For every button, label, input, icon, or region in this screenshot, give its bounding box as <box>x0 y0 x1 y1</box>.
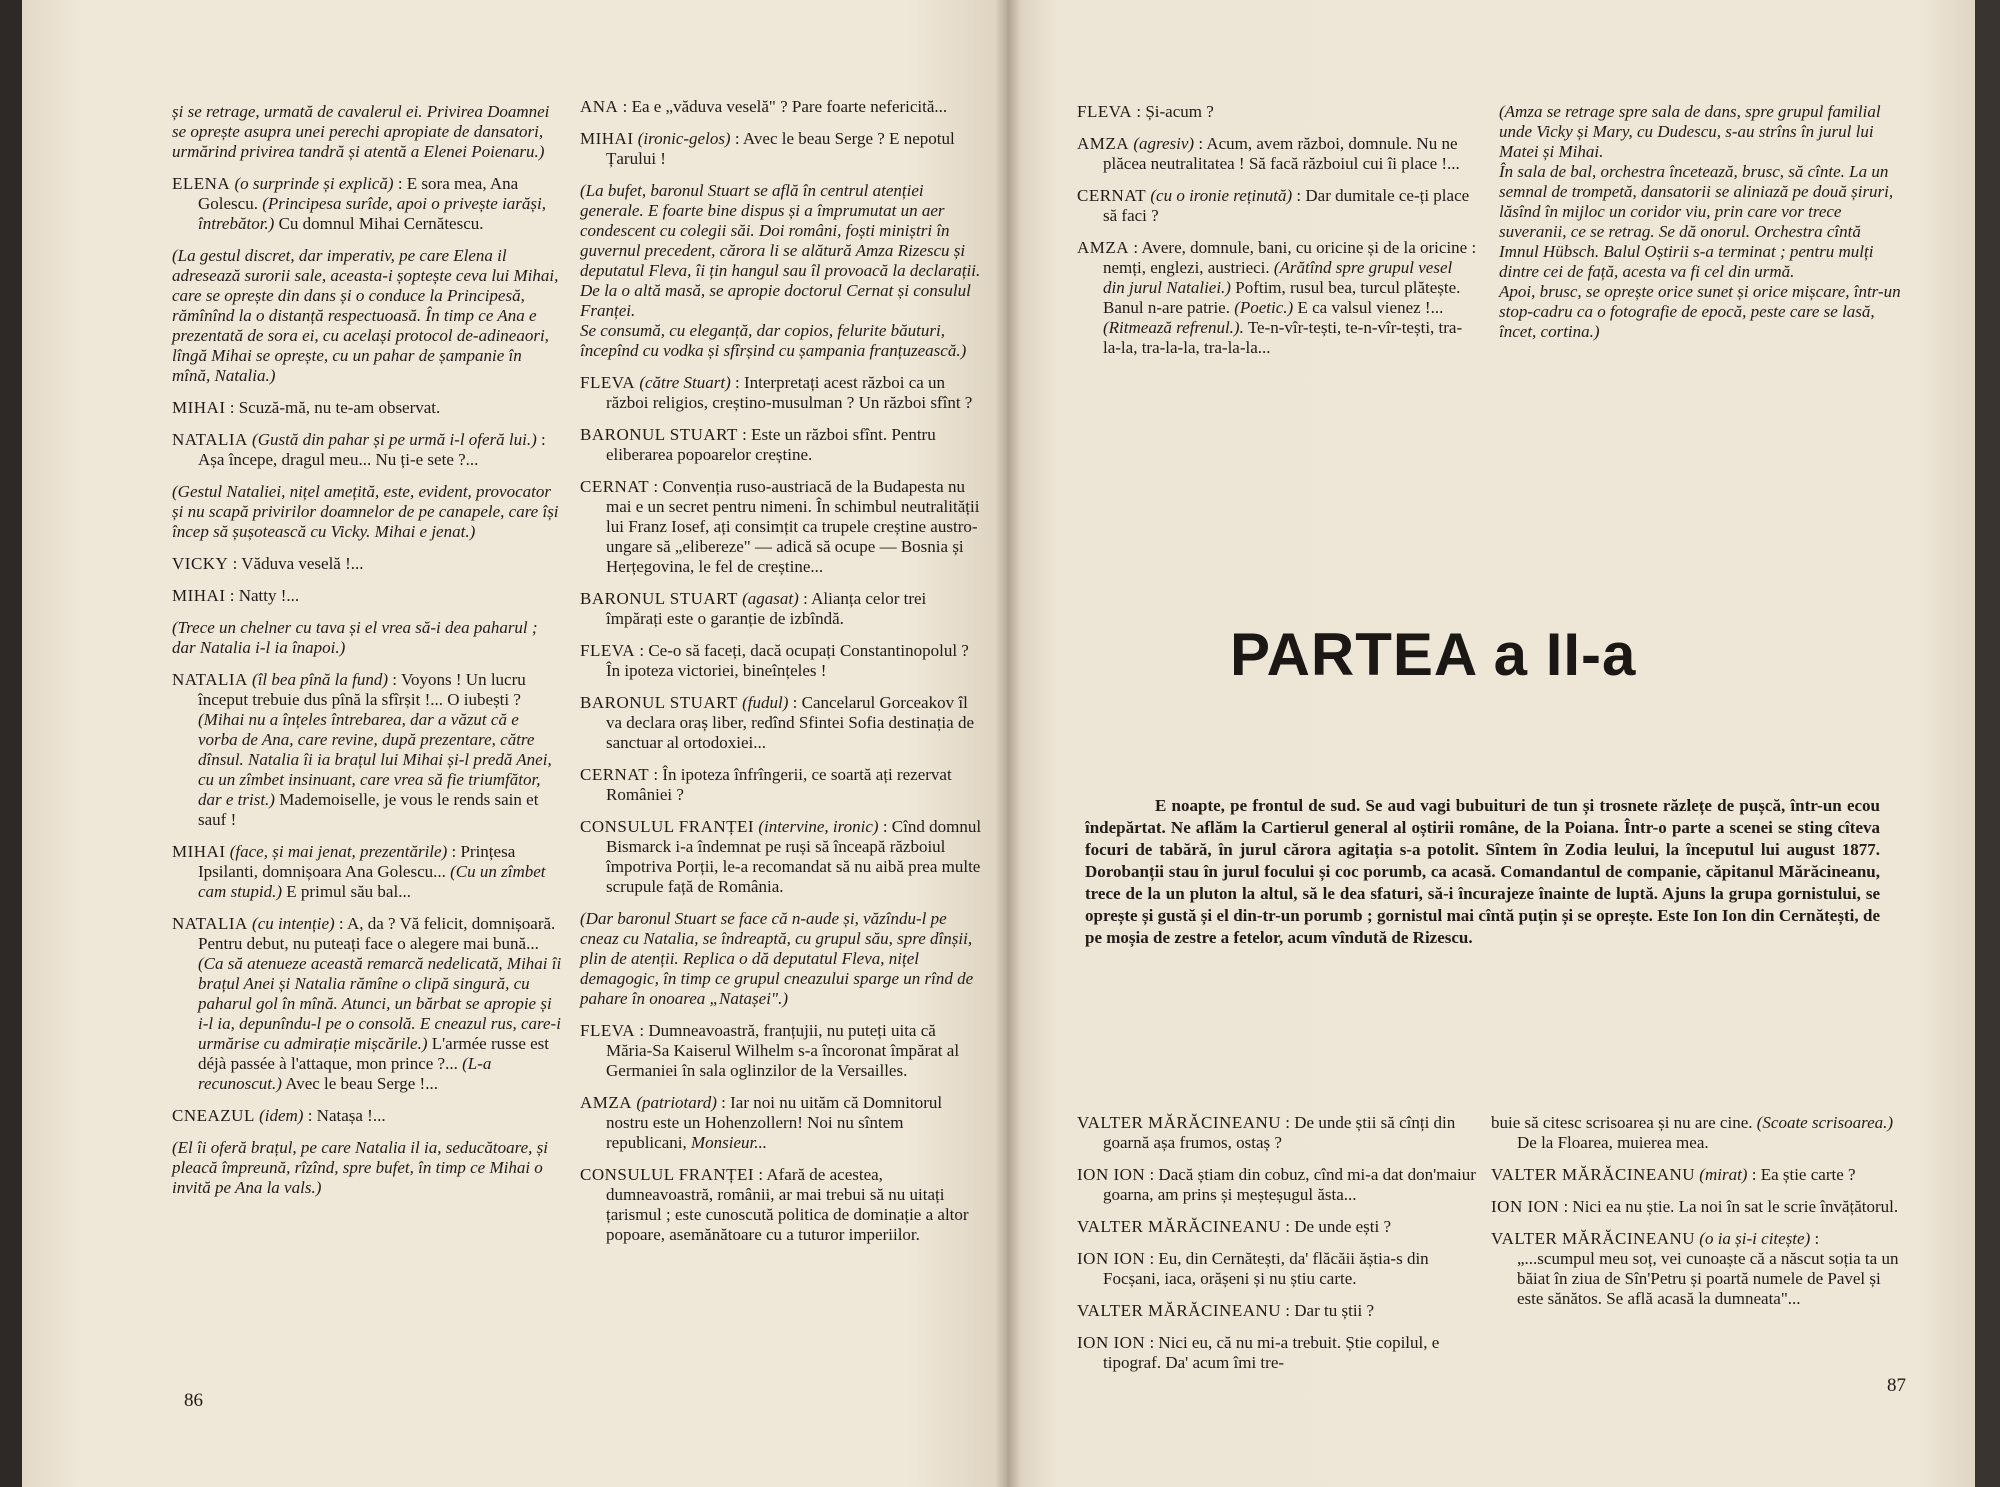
dialogue-line <box>580 373 985 413</box>
speaker-name: MIHAI <box>172 398 226 417</box>
stage-direction-inline: (idem) <box>259 1106 304 1125</box>
dialogue-text: Cu domnul Mihai Cernătescu. <box>278 214 484 233</box>
dialogue-line <box>580 765 985 805</box>
stage-direction: (El îi oferă brațul, pe care Natalia il ia, seducătoare, și pleacă împreună, rîzînd, spre bufet, în timp ce Mihai o invită pe Ana la vals.) <box>172 1138 549 1197</box>
dialogue-line <box>580 1021 985 1081</box>
dialogue-line <box>1077 1113 1477 1153</box>
speaker-name: VALTER MĂRĂCINEANU <box>1491 1229 1696 1248</box>
dialogue-text: : Eu, din Cernătești, da' flăcăii ăștia-s din Focșani, iaca, orășeni și nu știu carte. <box>1103 1249 1429 1288</box>
dialogue-text: : De unde știi să cînți din goarnă așa frumos, ostaș ? <box>1103 1113 1456 1152</box>
dialogue-text: De la Floarea, muierea mea. <box>1517 1133 1709 1152</box>
dialogue-text: : Dumneavoastră, franțujii, nu puteți uita că Măria-Sa Kaiserul Wilhelm s-a încoronat împărat al Germaniei în sala oglinzilor de la Versailles. <box>606 1021 960 1080</box>
dialogue-text: : Dar tu știi ? <box>1285 1301 1375 1320</box>
right-column-2 <box>1499 102 1904 354</box>
stage-direction-inline: (patriotard) <box>636 1093 717 1112</box>
act-intro <box>1085 795 1880 949</box>
dialogue-text: buie să citesc scrisoarea și nu are cine. <box>1491 1113 1753 1132</box>
speaker-name: CERNAT <box>580 765 650 784</box>
dialogue-text: : „...scumpul meu soț, vei cunoaște că a născut soția ta un băiat în ziua de Sîn'Petru și poartă numele de Pavel și este sănătos. Se află acasă la dumneata"... <box>1517 1229 1899 1308</box>
dialogue-line <box>172 842 562 902</box>
page-number-left: 86 <box>184 1390 203 1411</box>
dialogue-text: : Prințesa Ipsilanti, domnișoara Ana Golescu... <box>198 842 516 881</box>
right-column-1 <box>1077 102 1477 370</box>
dialogue-text: : Cînd domnul Bismarck i-a îndemnat pe ruși să înceapă războiul împotriva Porții, le-a recomandat să nu aibă prea multe scrupule față de România. <box>606 817 982 896</box>
stage-direction-inline: (L-a recunoscut.) <box>198 1054 492 1093</box>
part-heading: PARTEA a II-a <box>1230 621 1637 688</box>
dialogue-text: Nu ți-e sete ?... <box>375 450 479 469</box>
stage-direction-inline: (Arătînd spre grupul vesel din jurul Nataliei.) <box>1103 258 1453 297</box>
stage-direction: (Dar baronul Stuart se face că n-aude și, văzîndu-l pe cneaz cu Natalia, se îndreaptă, cu grupul său, spre dînșii, plin de atenții. Replica o dă deputatul Fleva, nițel demagogic, în timp ce grupul cneazului sparge un rînd de pahare în onoarea „Natașei".) <box>580 909 974 1008</box>
stage-direction-inline: (face, și mai jenat, prezentările) <box>229 842 448 861</box>
speaker-name: AMZA <box>580 1093 633 1112</box>
speaker-name: MIHAI <box>172 842 226 861</box>
speaker-name: ION ION <box>1077 1249 1146 1268</box>
speaker-name: MIHAI <box>580 129 634 148</box>
dialogue-text: : Scuză-mă, nu te-am observat. <box>229 398 441 417</box>
speaker-name: ELENA <box>172 174 231 193</box>
right-column-3 <box>1077 1113 1477 1385</box>
speaker-name: VALTER MĂRĂCINEANU <box>1077 1301 1282 1320</box>
stage-direction-inline: (mirat) <box>1699 1165 1748 1184</box>
dialogue-text: Te-n-vîr-tești, te-n-vîr-tești, tra-la-la, tra-la-la, tra-la-la... <box>1103 318 1463 357</box>
dialogue-line <box>1491 1197 1899 1217</box>
dialogue-text: E primul său bal... <box>286 882 411 901</box>
page-86 <box>22 0 1007 1487</box>
page-87 <box>1007 0 1975 1487</box>
page-number-right: 87 <box>1887 1375 1906 1396</box>
stage-direction: (Amza se retrage spre sala de dans, spre grupul familial unde Vicky și Mary, cu Dudescu, s-au strîns în jurul lui Matei și Mihai. În sala de bal, orchestra încetează, brusc, să cînte. La un semnal de trompetă, dansatorii se aliniază pe două șiruri, lăsînd în mijloc un coridor viu, prin care vor trece suveranii, ce se retrag. Se dă onorul. Orchestra cîntă Imnul Hübsch. Balul Oștirii s-a terminat ; pentru mulți dintre cei de față, acesta va fi cel din urmă. Apoi, brusc, se oprește orice sunet și orice mișcare, într-un stop-cadru ca o fotografie de epocă, peste care se lasă, încet, cortina.) <box>1499 102 1901 341</box>
dialogue-line <box>580 129 985 169</box>
stage-direction: (La gestul discret, dar imperativ, pe care Elena il adresează surorii sale, aceasta-i șoptește ceva lui Mihai, care se oprește din dans și o conduce la Principesă, rămînînd la o distanță respectuoasă. În timp ce Ana e prezentată de sora ei, cu același protocol de-adineaori, lîngă Mihai se oprește, cu un pahar de șampanie în mînă, Natalia.) <box>172 246 559 385</box>
dialogue-text: : Avere, domnule, bani, cu oricine și de la oricine : nemți, englezi, austrieci. <box>1103 238 1477 277</box>
act-intro-text: E noapte, pe frontul de sud. Se aud vagi bubuituri de tun și trosnete răzlețe de pușcă, într-un ecou îndepărtat. Ne aflăm la Cartierul general al oștirii române, de la Poiana. Într-o parte a scenei se sting cîteva focuri de tabără, în jurul cărora agitația s-a potolit. Sîntem în Zodia leului, la începutul lui august 1877. Dorobanții stau în jurul focului și coc porumb, ca acasă. Comandantul de companie, căpitanul Mărăcineanu, trece de la un pluton la altul, să le dea sfaturi, să-i încurajeze înainte de luptă. Ajuns la grupa gornistului, se oprește și gustă și el din-tr-un porumb ; gornistul mai cîntă puțin și se oprește. Este Ion Ion din Cernătești, de pe moșia de zestre a fetelor, acum vîndută de Rizescu. <box>1085 796 1880 947</box>
dialogue-text: : Natașa !... <box>307 1106 386 1125</box>
dialogue-text: : Acum, avem război, domnule. Nu ne plăcea neutralitatea ! Să facă războiul cui îi place !... <box>1103 134 1460 173</box>
book-gutter <box>995 0 1021 1487</box>
stage-direction-inline: (o ia și-i citește) <box>1699 1229 1811 1248</box>
speaker-name: ION ION <box>1491 1197 1560 1216</box>
dialogue-line <box>580 1165 985 1245</box>
speaker-name: CONSULUL FRANȚEI <box>580 817 755 836</box>
speaker-name: FLEVA <box>1077 102 1133 121</box>
stage-direction-inline: (o surprinde și explică) <box>234 174 394 193</box>
stage-direction-inline: (Scoate scrisoarea.) <box>1756 1113 1894 1132</box>
right-column-4 <box>1491 1113 1899 1321</box>
dialogue-line <box>1491 1165 1899 1185</box>
stage-direction-inline: (Poetic.) <box>1234 298 1294 317</box>
dialogue-line <box>172 554 562 574</box>
stage-direction: (La bufet, baronul Stuart se află în centrul atenției generale. E foarte bine dispus și a împrumutat un aer condescent cu colegii săi. Doi români, foști miniștri în guvernul precedent, cărora li se alătură Amza Rizescu și deputatul Fleva, îi țin hangul sau îl provoacă la declarații. De la o altă masă, se apropie doctorul Cernat și consulul Franței. Se consumă, cu eleganță, dar copios, felurite băuturi, începînd cu vodka și sfîrșind cu șampania franțuzească.) <box>580 181 981 360</box>
stage-direction-inline: (cu intenție) <box>252 914 335 933</box>
book-edge-left <box>0 0 22 1487</box>
dialogue-text: : Dar dumitale ce-ți place să faci ? <box>1103 186 1470 225</box>
dialogue-text: Mademoiselle, je vous le rends sain et sauf ! <box>198 790 539 829</box>
left-column-1 <box>172 102 562 1210</box>
dialogue-line <box>580 693 985 753</box>
speaker-name: NATALIA <box>172 914 248 933</box>
dialogue-line <box>1077 1249 1477 1289</box>
dialogue-line <box>1491 1113 1899 1153</box>
speaker-name: FLEVA <box>580 641 636 660</box>
dialogue-text: : Nici ea nu știe. La noi în sat le scrie învățătorul. <box>1563 1197 1899 1216</box>
dialogue-line <box>172 174 562 234</box>
stage-direction-inline: (către Stuart) <box>639 373 731 392</box>
dialogue-text: : Cancelarul Gorceakov îl va declara oraș liber, redînd Sfintei Sofia destinația de sanctuar al ortodoxiei... <box>606 693 974 752</box>
stage-direction-inline: (îl bea pînă la fund) <box>252 670 389 689</box>
dialogue-line <box>580 589 985 629</box>
speaker-name: MIHAI <box>172 586 226 605</box>
speaker-name: ANA <box>580 97 619 116</box>
stage-direction: și se retrage, urmată de cavalerul ei. Privirea Doamnei se oprește asupra unei perechi apropiate de dansatori, urmărind privirea tandră și atentă a Elenei Poienaru.) <box>172 102 550 161</box>
stage-direction: (Trece un chelner cu tava și el vrea să-i dea paharul ; dar Natalia i-l ia înapoi.) <box>172 618 538 657</box>
dialogue-text: : Dacă știam din cobuz, cînd mi-a dat don'maiur goarna, am prins și meșteșugul ăsta... <box>1103 1165 1476 1204</box>
dialogue-line <box>172 398 562 418</box>
speaker-name: CERNAT <box>580 477 650 496</box>
speaker-name: CNEAZUL <box>172 1106 255 1125</box>
dialogue-line <box>580 817 985 897</box>
stage-direction-inline: (Ca să atenueze această remarcă nedelicată, Mihai îi brațul Anei și Natalia rămîne o clipă singură, cu paharul gol în mînă. Atunci, un bărbat se apropie și i-l ia, depunîndu-l pe o consolă. E cneazul rus, care-i urmărise cu admirație mișcările.) <box>198 954 562 1053</box>
dialogue-text: Avec le beau Serge !... <box>285 1074 438 1093</box>
dialogue-text: : Natty !... <box>229 586 300 605</box>
stage-direction-inline: (agasat) <box>742 589 799 608</box>
speaker-name: CONSULUL FRANȚEI <box>580 1165 755 1184</box>
speaker-name: ION ION <box>1077 1165 1146 1184</box>
dialogue-line <box>1077 186 1477 226</box>
dialogue-line <box>580 425 985 465</box>
stage-direction-inline: (Mihai nu a înțeles întrebarea, dar a văzut că e vorba de Ana, care revine, după prezentare, către dînsul. Natalia îi ia brațul lui Mihai și-l predă Anei, cu un zîmbet insinuant, care vrea să fie triumfător, dar e trist.) <box>198 710 552 809</box>
dialogue-line <box>172 914 562 1094</box>
speaker-name: FLEVA <box>580 373 636 392</box>
dialogue-text: : Avec le beau Serge ? E nepotul Țarului ! <box>606 129 955 168</box>
stage-direction-inline: (cu o ironie reținută) <box>1150 186 1293 205</box>
speaker-name: BARONUL STUART <box>580 425 738 444</box>
stage-direction: (Gestul Nataliei, nițel amețită, este, evident, provocator și nu scapă privirilor doamnelor de pe canapele, care își încep să șușotească cu Vicky. Mihai e jenat.) <box>172 482 559 541</box>
dialogue-text: : Iar noi nu uităm că Domnitorul nostru este un Hohenzollern! Noi nu sîntem republicani, <box>606 1093 943 1152</box>
dialogue-line <box>1077 1301 1477 1321</box>
speaker-name: FLEVA <box>580 1021 636 1040</box>
speaker-name: AMZA <box>1077 238 1130 257</box>
speaker-name: NATALIA <box>172 430 248 449</box>
dialogue-text: : Convenția ruso-austriacă de la Budapesta nu mai e un secret pentru nimeni. În schimbul neutralității lui Franz Iosef, ați consimțit ca trupele creștine austro-ungare să „elibereze" — adică să ocupe — Bosnia și Herțegovina, le fel de creștine... <box>606 477 980 576</box>
dialogue-text: : Afară de acestea, dumneavoastră, românii, ar mai trebui să nu uitați țarismul ; este cunoscută politica de dominație a altor popoare, asemănătoare cu a tuturor imperiilor. <box>606 1165 969 1244</box>
dialogue-line <box>1077 1333 1477 1373</box>
dialogue-line <box>1077 1165 1477 1205</box>
dialogue-text: : În ipoteza înfrîngerii, ce soartă ați rezervat României ? <box>606 765 952 804</box>
dialogue-text: : Voyons ! Un lucru început trebuie dus pînă la sfîrșit !... O iubești ? <box>198 670 526 709</box>
dialogue-line <box>1077 238 1477 358</box>
speaker-name: VALTER MĂRĂCINEANU <box>1077 1113 1282 1132</box>
stage-direction-inline: (fudul) <box>742 693 789 712</box>
dialogue-line <box>580 1093 985 1153</box>
speaker-name: BARONUL STUART <box>580 589 738 608</box>
stage-direction-inline: Monsieur... <box>690 1133 767 1152</box>
dialogue-text: : A, da ? Vă felicit, domnișoară. Pentru debut, nu puteați face o alegere mai bună... <box>198 914 556 953</box>
speaker-name: VALTER MĂRĂCINEANU <box>1077 1217 1282 1236</box>
dialogue-line <box>1077 1217 1477 1237</box>
stage-direction-inline: (intervine, ironic) <box>758 817 879 836</box>
dialogue-line <box>172 586 562 606</box>
dialogue-text: : Interpretați acest război ca un război religios, creștino-musulman ? Un război sfînt ? <box>606 373 973 412</box>
stage-direction-inline: (Principesa surîde, apoi o privește iarăși, întrebător.) <box>198 194 546 233</box>
stage-direction-inline: (Cu un zîmbet cam stupid.) <box>198 862 546 901</box>
dialogue-text: L'armée russe est déjà passée à l'attaque, mon prince ?... <box>198 1034 550 1073</box>
dialogue-text: : Și-acum ? <box>1136 102 1214 121</box>
stage-direction-inline: (Ritmează refrenul.). <box>1103 318 1244 337</box>
dialogue-text: : Așa începe, dragul meu... <box>198 430 546 469</box>
dialogue-text: : Este un război sfînt. Pentru eliberarea popoarelor creștine. <box>606 425 936 464</box>
dialogue-text: E ca valsul vienez !... <box>1297 298 1444 317</box>
left-column-2 <box>580 97 985 1257</box>
speaker-name: VICKY <box>172 554 229 573</box>
dialogue-line <box>172 670 562 830</box>
stage-direction-inline: (Gustă din pahar și pe urmă i-l oferă lui.) <box>252 430 537 449</box>
dialogue-line <box>580 641 985 681</box>
dialogue-line <box>1077 102 1477 122</box>
dialogue-text: : Ea știe carte ? <box>1751 1165 1856 1184</box>
speaker-name: AMZA <box>1077 134 1130 153</box>
dialogue-line <box>580 477 985 577</box>
dialogue-text: : Văduva veselă !... <box>232 554 364 573</box>
dialogue-text: : E sora mea, Ana Golescu. <box>198 174 519 213</box>
dialogue-text: : Ce-o să faceți, dacă ocupați Constantinopolul ? În ipoteza victoriei, bineînțeles ! <box>606 641 969 680</box>
dialogue-text: : De unde ești ? <box>1285 1217 1392 1236</box>
dialogue-line <box>172 430 562 470</box>
dialogue-text: : Nici eu, că nu mi-a trebuit. Știe copilul, e tipograf. Da' acum îmi tre- <box>1103 1333 1440 1372</box>
speaker-name: ION ION <box>1077 1333 1146 1352</box>
stage-direction-inline: (ironic-gelos) <box>637 129 731 148</box>
dialogue-line <box>172 1106 562 1126</box>
speaker-name: BARONUL STUART <box>580 693 738 712</box>
dialogue-text: : Ea e „văduva veselă" ? Pare foarte nefericită... <box>622 97 948 116</box>
dialogue-text: : Alianța celor trei împărați este o garanție de izbîndă. <box>606 589 927 628</box>
speaker-name: VALTER MĂRĂCINEANU <box>1491 1165 1696 1184</box>
dialogue-line <box>580 97 985 117</box>
speaker-name: NATALIA <box>172 670 248 689</box>
dialogue-text: Poftim, rusul bea, turcul plătește. Banul n-are patrie. <box>1103 278 1461 317</box>
dialogue-line <box>1491 1229 1899 1309</box>
speaker-name: CERNAT <box>1077 186 1147 205</box>
dialogue-line <box>1077 134 1477 174</box>
book-edge-right <box>1975 0 2000 1487</box>
stage-direction-inline: (agresiv) <box>1133 134 1195 153</box>
